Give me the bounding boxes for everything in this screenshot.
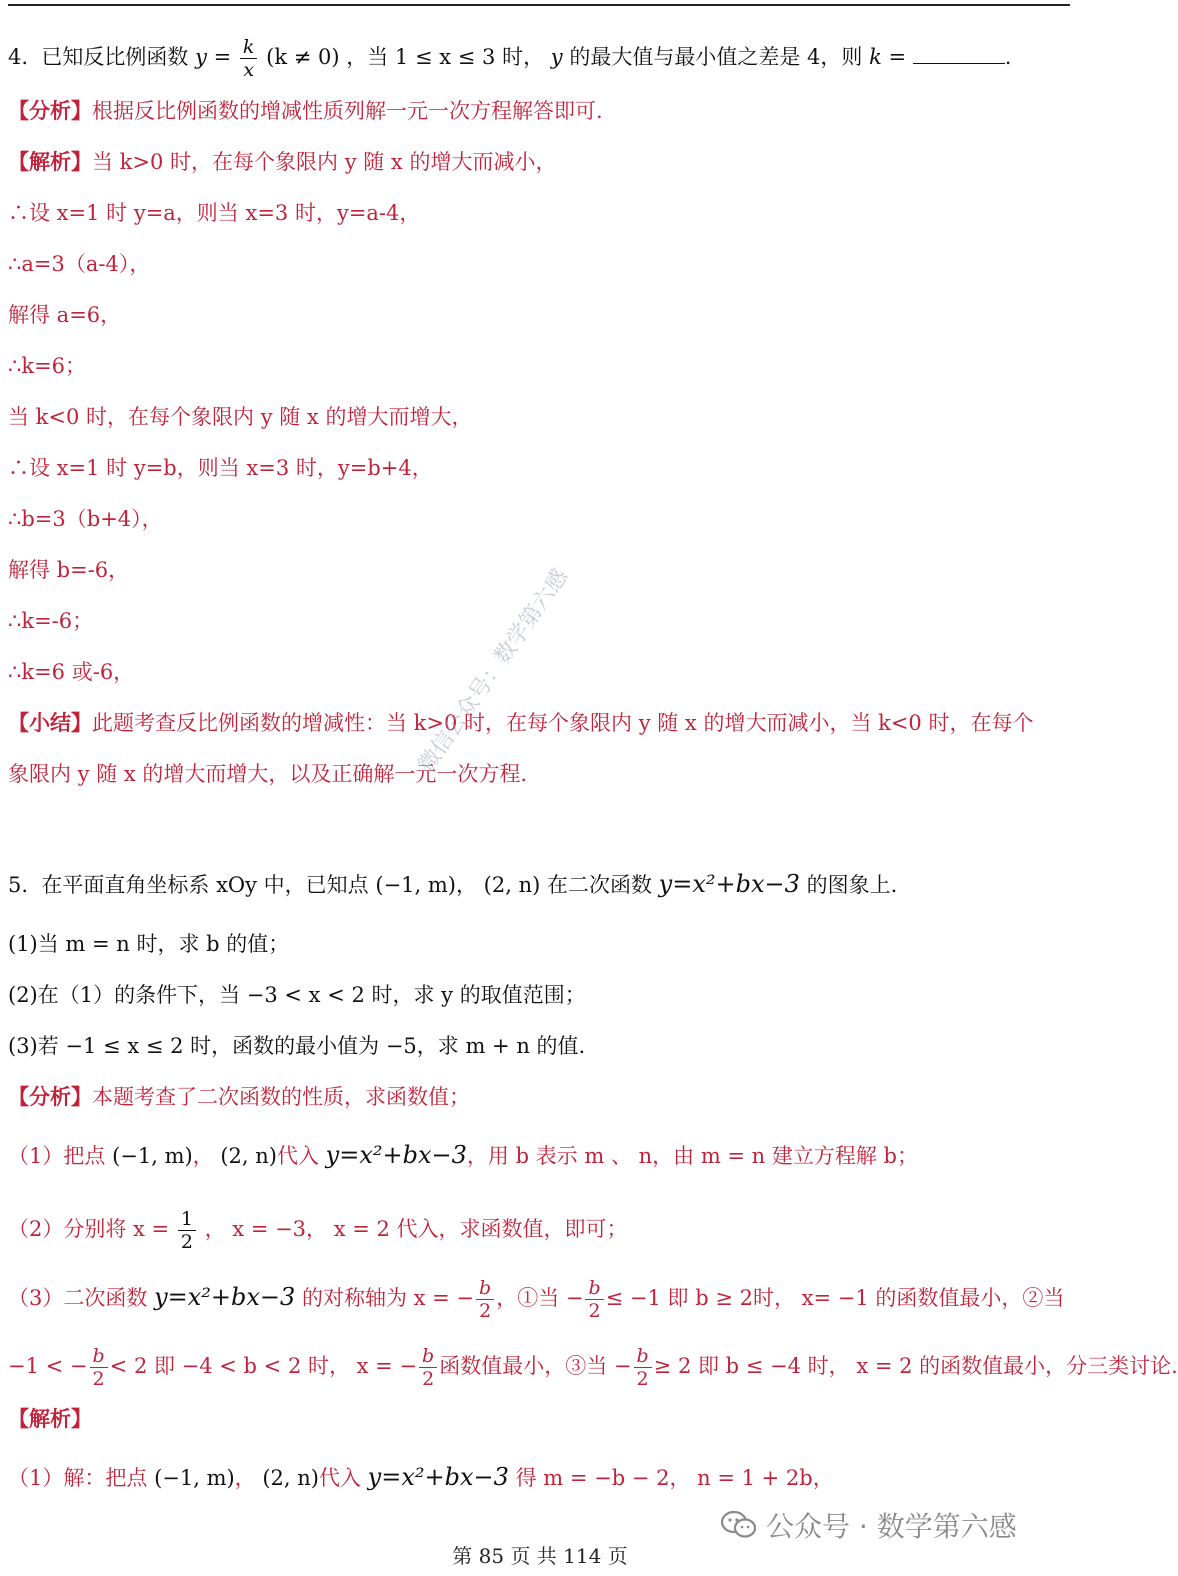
q4-summary-cont: 象限内 y 随 x 的增大而增大，以及正确解一元一次方程.	[8, 762, 528, 786]
q5-analysis-1: （1）把点 (−1, m)， (2, n)代入 y=x²+bx−3，用 b 表示 m 、 n，由 m = n 建立方程解 b；	[8, 1141, 918, 1169]
top-rule	[8, 4, 1070, 6]
q4-number: 4.	[8, 45, 29, 69]
q5-part-3: (3)若 −1 ≤ x ≤ 2 时，函数的最小值为 −5，求 m + n 的值.	[8, 1034, 586, 1058]
brand-watermark	[720, 1505, 1017, 1545]
q5-analysis-2: （2）分别将 x = $\frac{1}{2}$ ， x = −3， x = 2 代入，求函数值，即可；	[8, 1208, 628, 1253]
q4-solution-line-3: 解得 a=6，	[8, 303, 122, 327]
q4-solution-line-9: ∴k=-6；	[8, 609, 94, 633]
q5-point-2: (2, n)	[483, 873, 541, 897]
q4-k-condition: (k ≠ 0)	[266, 45, 340, 69]
fraction-b-over-2: $\frac{b}{2}$	[585, 1277, 603, 1322]
q4-solution-line-10: ∴k=6 或-6，	[8, 660, 135, 684]
q4-solution-line-0: 【解析】当 k>0 时，在每个象限内 y 随 x 的增大而减小，	[8, 150, 557, 174]
q5-analysis: 【分析】本题考查了二次函数的性质，求函数值；	[8, 1085, 470, 1109]
q4-range: 1 ≤ x ≤ 3	[394, 45, 496, 69]
q4-summary: 【小结】此题考查反比例函数的增减性：当 k>0 时，在每个象限内 y 随 x 的增大而减小，当 k<0 时，在每个	[8, 711, 1034, 735]
fraction-b-over-2: $\frac{b}{2}$	[90, 1345, 108, 1390]
q5-stem: 5. 在平面直角坐标系 xOy 中，已知点 (−1, m)， (2, n) 在二次函数 y=x²+bx−3 的图象上.	[8, 870, 898, 898]
q5-quadratic: y=x²+bx−3	[658, 870, 800, 898]
q4-solution-line-4: ∴k=6；	[8, 354, 87, 378]
q4-stem-a: 已知反比例函数	[41, 45, 189, 69]
q4-y-eq: y =	[195, 45, 232, 69]
fraction-b-over-2: $\frac{b}{2}$	[419, 1345, 437, 1390]
q5-solution-tag: 【解析】	[8, 1407, 92, 1431]
q4-solution-line-2: ∴a=3（a-4），	[8, 252, 151, 276]
fraction-b-over-2: $\frac{b}{2}$	[634, 1345, 652, 1390]
q4-analysis: 【分析】根据反比例函数的增减性质列解一元一次方程解答即可.	[8, 99, 603, 123]
q5-number: 5.	[8, 873, 29, 897]
q5-part-2: (2)在（1）的条件下，当 −3 < x < 2 时，求 y 的取值范围；	[8, 983, 586, 1007]
q5-analysis-3: （3）二次函数 y=x²+bx−3 的对称轴为 x = − $\frac{b}{2}$ ，①当 − $\frac{b}{2}$ ≤ −1 即 b ≥ 2时， x= −1 的函数值最小，②当	[8, 1277, 1065, 1322]
q4-solution-line-5: 当 k<0 时，在每个象限内 y 随 x 的增大而增大，	[8, 405, 473, 429]
page-footer: 第 85 页 共 114 页	[452, 1544, 628, 1568]
q5-analysis-3-cont: −1 < − $\frac{b}{2}$ < 2 即 −4 < b < 2 时， x = − $\frac{b}{2}$ 函数值最小，③当 − $\frac{b}{2}$ ≥ 2 即 b ≤ −4 时， x = 2 的函数值最小，分三类讨论.	[8, 1345, 1178, 1390]
wechat-icon	[720, 1509, 758, 1541]
q4-solution-line-7: ∴b=3（b+4），	[8, 507, 163, 531]
answer-blank	[913, 45, 1005, 64]
fraction-b-over-2: $\frac{b}{2}$	[476, 1277, 494, 1322]
q5-point-1: (−1, m)	[375, 873, 456, 897]
q4-stem: 4. 已知反比例函数 y = $\frac{k}{x}$ (k ≠ 0) ，当 1 ≤ x ≤ 3 时， y 的最大值与最小值之差是 4，则 k = .	[8, 36, 1012, 81]
q5-solution-1: （1）解：把点 (−1, m)， (2, n)代入 y=x²+bx−3 得 m = −b − 2， n = 1 + 2b，	[8, 1463, 834, 1491]
q4-fraction-k-over-x: $\frac{k}{x}$	[240, 36, 258, 81]
q5-part-1: (1)当 m = n 时，求 b 的值；	[8, 932, 290, 956]
q4-solution-line-8: 解得 b=-6，	[8, 558, 130, 582]
diagonal-watermark: 微信公众号：数学第六感	[414, 564, 574, 778]
fraction-one-half: $\frac{1}{2}$	[178, 1208, 196, 1253]
brand-text: 公众号 · 数学第六感	[766, 1510, 1017, 1543]
q4-solution-line-1: ∴设 x=1 时 y=a，则当 x=3 时，y=a-4，	[8, 201, 421, 225]
q4-solution-line-6: ∴设 x=1 时 y=b，则当 x=3 时，y=b+4，	[8, 456, 433, 480]
